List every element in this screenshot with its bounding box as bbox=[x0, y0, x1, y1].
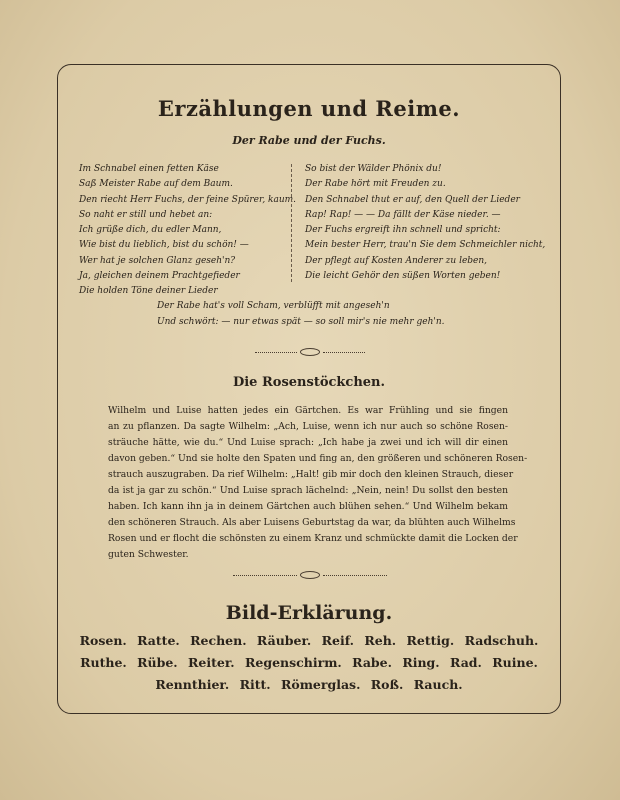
ornament-divider bbox=[255, 347, 365, 357]
poem-line: Der Fuchs ergreift ihn schnell und spricht: bbox=[305, 225, 501, 236]
story-line: strauch auszugraben. Da rief Wilhelm: „Halt! gib mir doch den kleinen Strauch, dieser bbox=[108, 469, 514, 480]
legend-word: Rosen. bbox=[79, 633, 127, 648]
poem-line: Der pflegt auf Kosten Anderer zu leben, bbox=[305, 255, 488, 266]
legend-word: Rabe. bbox=[352, 655, 392, 670]
legend-word: Reh. bbox=[364, 633, 397, 648]
legend-word: Römerglas. bbox=[280, 677, 361, 692]
story-line: Wilhelm und Luise hatten jedes ein Gärtchen. Es war Frühling und sie fingen bbox=[108, 405, 508, 416]
poem-line: Den riecht Herr Fuchs, der feine Spürer, kaum. bbox=[79, 194, 297, 205]
ornament-divider bbox=[233, 570, 387, 580]
poem-line: Wie bist du lieblich, bist du schön! — bbox=[79, 240, 249, 251]
legend-word: Reiter. bbox=[188, 655, 235, 670]
poem-line: Die leicht Gehör den süßen Worten geben! bbox=[305, 271, 501, 282]
poem-right-column bbox=[305, 162, 546, 284]
story-line: sträuche hätte, wie du.“ Und Luise sprach: „Ich habe ja zwei und ich will dir einen bbox=[108, 437, 508, 448]
poem-title: Der Rabe und der Fuchs. bbox=[232, 134, 386, 147]
legend-title: Bild-Erklärung. bbox=[225, 602, 393, 624]
legend-word: Ruthe. bbox=[80, 655, 127, 670]
legend-word: Radschuh. bbox=[464, 633, 539, 648]
legend-word: Rauch. bbox=[413, 677, 463, 692]
poem-coda-line: Und schwört: — nur etwas spät — so soll mir's nie mehr geh'n. bbox=[157, 316, 445, 327]
poem-line: Die holden Töne deiner Lieder bbox=[79, 286, 218, 297]
poem-line: Mein bester Herr, trau'n Sie dem Schmeichler nicht, bbox=[305, 240, 546, 251]
legend-word: Rennthier. bbox=[155, 677, 230, 692]
poem-left-column bbox=[79, 162, 297, 300]
legend-word: Ritt. bbox=[239, 677, 271, 692]
story-text bbox=[108, 403, 528, 563]
poem-line: Ich grüße dich, du edler Mann, bbox=[79, 225, 222, 236]
story-title: Die Rosenstöckchen. bbox=[232, 375, 386, 390]
legend-row bbox=[57, 655, 561, 670]
story-line: an zu pflanzen. Da sagte Wilhelm: „Ach, Luise, wenn ich nur auch so schöne Rosen- bbox=[108, 421, 508, 432]
story-line: da ist ja gar zu schön.“ Und Luise sprach lächelnd: „Nein, nein! Du sollst den besten bbox=[108, 485, 508, 496]
poem-coda-line: Der Rabe hat's voll Scham, verblüfft mit angeseh'n bbox=[157, 301, 390, 311]
poem-column-divider bbox=[291, 164, 292, 282]
legend-word: Regenschirm. bbox=[245, 655, 342, 670]
legend-word: Reif. bbox=[321, 633, 355, 648]
poem-line: So bist der Wälder Phönix du! bbox=[305, 164, 442, 174]
legend-word: Roß. bbox=[370, 677, 404, 692]
poem-line: Saß Meister Rabe auf dem Baum. bbox=[79, 179, 233, 190]
poem-line: Im Schnabel einen fetten Käse bbox=[79, 164, 219, 174]
poem-line: Ja, gleichen deinem Prachtgefieder bbox=[79, 271, 240, 282]
story-line: den schöneren Strauch. Als aber Luisens Geburtstag da war, da blühten auch Wilhelms bbox=[108, 517, 516, 528]
legend-word: Ruine. bbox=[492, 655, 538, 670]
legend-word: Ratte. bbox=[137, 633, 180, 648]
poem-line: Der Rabe hört mit Freuden zu. bbox=[305, 179, 446, 190]
poem-line: Den Schnabel thut er auf, den Quell der Lieder bbox=[305, 194, 520, 205]
poem-coda bbox=[157, 299, 477, 330]
poem-line: So naht er still und hebet an: bbox=[79, 209, 213, 220]
legend-word: Rechen. bbox=[190, 633, 247, 648]
legend-word: Rettig. bbox=[406, 633, 455, 648]
poem-line: Wer hat je solchen Glanz geseh'n? bbox=[79, 255, 236, 266]
legend-row bbox=[57, 677, 561, 692]
legend-word: Räuber. bbox=[256, 633, 312, 648]
legend-word: Rad. bbox=[450, 655, 482, 670]
story-line: davon geben.“ Und sie holte den Spaten und fing an, den größeren und schöneren Rosen- bbox=[108, 453, 528, 464]
legend-row bbox=[57, 633, 561, 648]
legend-word: Rübe. bbox=[137, 655, 178, 670]
story-line: haben. Ich kann ihn ja in deinem Gärtchen auch blühen sehen.“ Und Wilhelm bekam bbox=[108, 501, 508, 512]
page-title: Erzählungen und Reime. bbox=[157, 96, 461, 121]
poem-line: Rap! Rap! — — Da fällt der Käse nieder. — bbox=[305, 209, 501, 220]
story-line: guten Schwester. bbox=[108, 549, 189, 560]
legend-word: Ring. bbox=[402, 655, 440, 670]
story-line: Rosen und er flocht die schönsten zu einem Kranz und schmückte damit die Locken der bbox=[108, 533, 518, 544]
